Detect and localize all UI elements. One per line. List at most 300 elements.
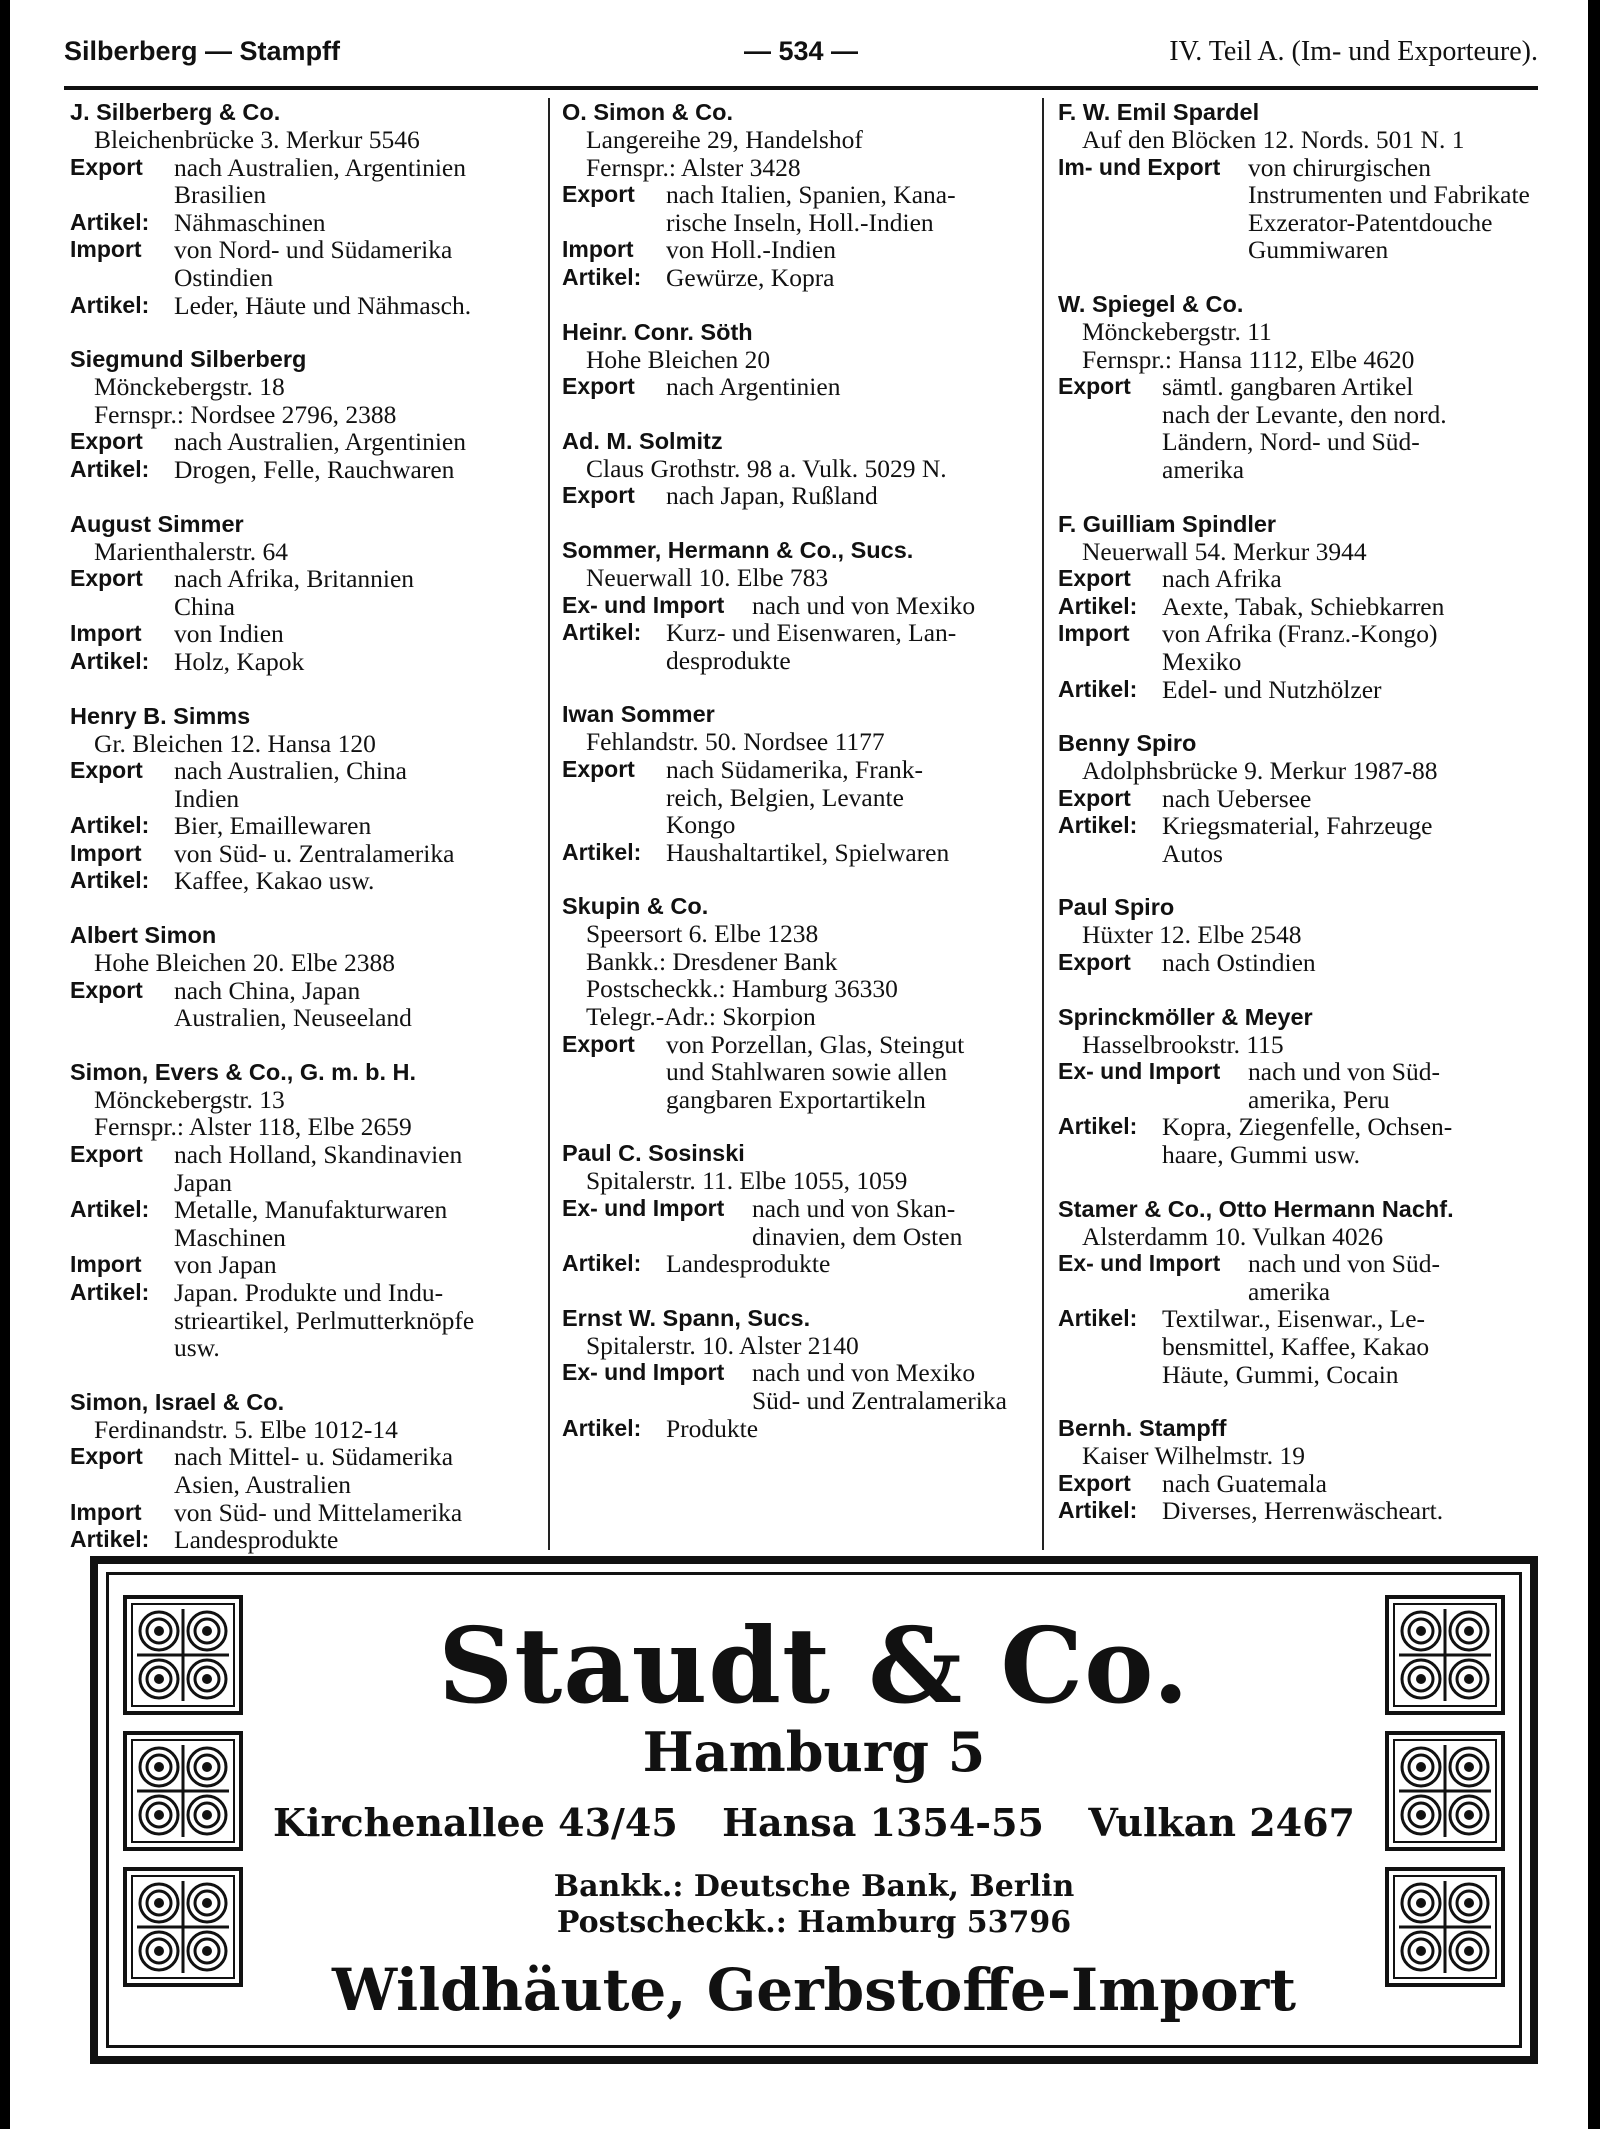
directory-entry: [562, 1304, 1032, 1442]
trade-row: [70, 1279, 538, 1362]
trade-value-line: von Afrika (Franz.-Kongo): [1162, 619, 1438, 649]
trade-value: [1162, 676, 1548, 704]
trade-value-line: Kriegsmaterial, Fahrzeuge: [1162, 811, 1433, 841]
trade-label: Export: [70, 1443, 143, 1470]
directory-entry: [70, 345, 538, 483]
company-name: Sommer, Hermann & Co., Sucs.: [562, 536, 914, 563]
directory-entry: [1058, 510, 1548, 704]
company-name: J. Silberberg & Co.: [70, 99, 281, 125]
spiral-ornament-icon: [1385, 1867, 1505, 1987]
trade-label: Export: [70, 153, 143, 180]
trade-value-line: Leder, Häute und Nähmasch.: [174, 290, 472, 320]
address-line: Neuerwall 54. Merkur 3944: [1082, 536, 1367, 566]
trade-row: [1058, 593, 1548, 621]
trade-value: [174, 1443, 538, 1498]
advertisement-postcheck: Postscheckk.: Hamburg 53796: [556, 1905, 1072, 1940]
advertisement-city: Hamburg 5: [642, 1720, 986, 1784]
trade-label: Import: [70, 1498, 142, 1525]
trade-row: [1058, 1250, 1548, 1305]
trade-value-line: Brasilien: [174, 180, 267, 210]
trade-value-line: nach der Levante, den nord.: [1162, 399, 1447, 429]
trade-value: [1162, 1113, 1548, 1168]
advertisement-bank: [259, 1869, 1369, 1941]
company-name: Ad. M. Solmitz: [562, 427, 723, 454]
trade-label: Ex- und Import: [562, 1195, 725, 1222]
trade-value-line: dinavien, dem Osten: [752, 1221, 963, 1251]
address-line: Alsterdamm 10. Vulkan 4026: [1082, 1221, 1384, 1251]
trade-label: Artikel:: [1058, 1305, 1138, 1332]
trade-label: Import: [70, 236, 142, 263]
page-number: — 534 —: [743, 36, 859, 66]
company-name: Albert Simon: [70, 922, 217, 949]
trade-value-line: Metalle, Manufakturwaren: [174, 1195, 448, 1225]
column-1: [70, 98, 538, 1558]
trade-value: [1162, 373, 1548, 483]
trade-value: [174, 154, 538, 209]
trade-value: [1162, 620, 1548, 675]
trade-value-line: nach Japan, Rußland: [666, 481, 878, 511]
address-line: Hohe Bleichen 20. Elbe 2388: [94, 948, 395, 978]
advertisement-bank-account: Bankk.: Deutsche Bank, Berlin: [553, 1869, 1075, 1904]
trade-row: [562, 373, 1032, 401]
trade-value-line: nach Australien, China: [174, 756, 407, 786]
trade-value-line: nach und von Süd-: [1248, 1249, 1440, 1279]
trade-value: [174, 648, 538, 676]
column-3: [1058, 98, 1548, 1558]
trade-row: [70, 1251, 538, 1279]
trade-value: [1162, 1305, 1548, 1388]
trade-label: Ex- und Import: [1058, 1058, 1221, 1085]
trade-value-line: von chirurgischen: [1248, 152, 1431, 182]
directory-entry: [562, 536, 1032, 674]
trade-value-line: sämtl. gangbaren Artikel: [1162, 372, 1414, 402]
advertisement-goods: Wildhäute, Gerbstoffe-Import: [331, 1956, 1297, 2024]
trade-value-line: reich, Belgien, Levante: [666, 782, 904, 812]
trade-value-line: Häute, Gummi, Cocain: [1162, 1359, 1399, 1389]
address-line: Hasselbrookstr. 115: [1082, 1029, 1284, 1059]
trade-value: [1162, 593, 1548, 621]
trade-row: [70, 428, 538, 456]
address-line: Ferdinandstr. 5. Elbe 1012-14: [94, 1414, 398, 1444]
trade-value-line: nach Australien, Argentinien: [174, 152, 467, 182]
directory-entry: [1058, 98, 1548, 264]
trade-label: Artikel:: [70, 647, 150, 674]
trade-label: Import: [70, 1251, 142, 1278]
company-name: Siegmund Silberberg: [70, 346, 307, 373]
trade-value: [174, 428, 538, 456]
trade-value-line: Kaffee, Kakao usw.: [174, 866, 375, 896]
trade-value-line: Gummiwaren: [1248, 235, 1389, 265]
trade-value-line: Aexte, Tabak, Schiebkarren: [1162, 591, 1445, 621]
trade-row: [562, 756, 1032, 839]
trade-row: [1058, 1470, 1548, 1498]
trade-label: Export: [562, 181, 635, 208]
address-line: Claus Grothstr. 98 a. Vulk. 5029 N.: [586, 453, 947, 483]
trade-row: [562, 236, 1032, 264]
trade-label: Export: [562, 1030, 635, 1057]
address-line: Fehlandstr. 50. Nordsee 1177: [586, 727, 885, 757]
directory-entry: [1058, 729, 1548, 867]
trade-value-line: von Süd- und Mittelamerika: [174, 1497, 463, 1527]
trade-value: [174, 1279, 538, 1362]
trade-value-line: Maschinen: [174, 1222, 286, 1252]
trade-value-line: Instrumenten und Fabrikate: [1248, 180, 1530, 210]
trade-label: Export: [562, 373, 635, 400]
spiral-ornament-icon: [123, 1731, 243, 1851]
trade-row: [562, 619, 1032, 674]
trade-row: [70, 565, 538, 620]
trade-row: [70, 1196, 538, 1251]
trade-row: [1058, 785, 1548, 813]
trade-value-line: Holz, Kapok: [174, 646, 305, 676]
trade-row: [70, 620, 538, 648]
trade-label: Artikel:: [70, 455, 150, 482]
address-line: Spitalerstr. 10. Alster 2140: [586, 1330, 859, 1360]
address-line: Langereihe 29, Handelshof: [586, 125, 863, 154]
company-name: Paul Spiro: [1058, 894, 1175, 921]
trade-row: [70, 456, 538, 484]
trade-value-line: Edel- und Nutzhölzer: [1162, 674, 1382, 704]
address-line: Bankk.: Dresdener Bank: [586, 946, 838, 976]
trade-value: [174, 620, 538, 648]
trade-value: [174, 565, 538, 620]
company-name: Benny Spiro: [1058, 730, 1197, 757]
trade-value-line: Mexiko: [1162, 646, 1242, 676]
address-line: Mönckebergstr. 18: [94, 372, 285, 402]
directory-entry: [1058, 1003, 1548, 1169]
trade-value: [174, 1526, 538, 1554]
trade-row: [70, 840, 538, 868]
trade-label: Artikel:: [70, 867, 150, 894]
directory-entry: [562, 1139, 1032, 1277]
company-name: F. Guilliam Spindler: [1058, 510, 1277, 537]
trade-value: [174, 867, 538, 895]
trade-value: [174, 1499, 538, 1527]
trade-value: [174, 456, 538, 484]
trade-value: [174, 1141, 538, 1196]
trade-label: Ex- und Import: [562, 1359, 725, 1386]
trade-value: [174, 1196, 538, 1251]
trade-value: [1162, 812, 1548, 867]
trade-value-line: amerika: [1248, 1276, 1331, 1306]
trade-value-line: Süd- und Zentralamerika: [752, 1386, 1007, 1415]
directory-entry: [562, 98, 1032, 292]
trade-value: [666, 264, 1032, 292]
trade-value: [1248, 154, 1548, 264]
ornament-column-right: [1385, 1595, 1505, 2003]
directory-entry: [70, 510, 538, 676]
trade-label: Artikel:: [70, 1526, 150, 1553]
trade-value-line: rische Inseln, Holl.-Indien: [666, 207, 934, 237]
trade-label: Export: [1058, 373, 1131, 400]
advertisement-address: Kirchenallee 43/45: [273, 1800, 678, 1845]
company-name: Skupin & Co.: [562, 893, 709, 920]
company-name: Paul C. Sosinski: [562, 1140, 745, 1167]
directory-page: [10, 0, 1588, 2129]
trade-row: [1058, 812, 1548, 867]
trade-row: [70, 867, 538, 895]
trade-value-line: strieartikel, Perlmutterknöpfe: [174, 1305, 475, 1335]
advertisement-address-line: [259, 1799, 1369, 1847]
address-line: Hüxter 12. Elbe 2548: [1082, 920, 1302, 950]
directory-entry: [70, 1388, 538, 1554]
trade-label: Import: [1058, 620, 1130, 647]
trade-label: Export: [562, 755, 635, 782]
trade-value-line: von Porzellan, Glas, Steingut: [666, 1029, 965, 1059]
trade-value: [666, 1415, 1032, 1443]
trade-label: Export: [1058, 1469, 1131, 1496]
company-name: August Simmer: [70, 510, 244, 537]
company-name: O. Simon & Co.: [562, 99, 734, 125]
company-name: Simon, Israel & Co.: [70, 1388, 285, 1415]
trade-label: Artikel:: [70, 291, 150, 318]
advertisement-phone-hansa: Hansa 1354-55: [722, 1800, 1044, 1845]
trade-label: Artikel:: [562, 263, 642, 290]
address-line: Mönckebergstr. 13: [94, 1084, 285, 1114]
spiral-ornament-icon: [1385, 1731, 1505, 1851]
directory-entry: [562, 318, 1032, 401]
ornament-column-left: [123, 1595, 243, 2003]
trade-value-line: Asien, Australien: [174, 1469, 352, 1499]
trade-label: Export: [70, 565, 143, 592]
trade-value: [752, 1195, 1032, 1250]
trade-label: Artikel:: [562, 619, 642, 646]
trade-value-line: Australien, Neuseeland: [174, 1003, 412, 1033]
address-line: Neuerwall 10. Elbe 783: [586, 562, 829, 592]
trade-row: [70, 1141, 538, 1196]
trade-label: Export: [70, 428, 143, 455]
trade-value: [174, 236, 538, 291]
trade-value-line: Ländern, Nord- und Süd-: [1162, 427, 1420, 457]
trade-label: Artikel:: [562, 1414, 642, 1441]
advertisement-frame: [106, 1572, 1522, 2048]
trade-value: [1162, 785, 1548, 813]
trade-value-line: usw.: [174, 1333, 220, 1363]
trade-value-line: gangbaren Exportartikeln: [666, 1084, 926, 1114]
trade-value-line: Exzerator-Patentdouche: [1248, 207, 1493, 237]
trade-value: [666, 1031, 1032, 1114]
directory-entry: [70, 1058, 538, 1362]
directory-entry: [70, 702, 538, 896]
spiral-ornament-icon: [1385, 1595, 1505, 1715]
trade-value-line: Kongo: [666, 810, 736, 840]
trade-value: [666, 181, 1032, 236]
trade-label: Artikel:: [1058, 1497, 1138, 1524]
trade-value-line: Japan: [174, 1167, 233, 1197]
trade-value-line: Landesprodukte: [666, 1249, 831, 1279]
directory-entry: [1058, 1414, 1548, 1525]
trade-value-line: von Indien: [174, 619, 284, 649]
trade-label: Export: [70, 1141, 143, 1168]
company-name: Sprinckmöller & Meyer: [1058, 1003, 1313, 1030]
trade-label: Import: [562, 236, 634, 263]
trade-value-line: nach und von Mexiko: [752, 1358, 976, 1388]
trade-label: Artikel:: [1058, 592, 1138, 619]
trade-row: [562, 1250, 1032, 1278]
trade-label: Artikel:: [1058, 675, 1138, 702]
trade-value: [1248, 1058, 1548, 1113]
trade-value-line: amerika: [1162, 454, 1245, 484]
trade-value-line: nach und von Süd-: [1248, 1057, 1440, 1087]
trade-value-line: Produkte: [666, 1413, 759, 1443]
trade-value-line: nach China, Japan: [174, 975, 361, 1005]
company-name: Iwan Sommer: [562, 701, 715, 728]
trade-label: Export: [70, 757, 143, 784]
trade-label: Import: [70, 620, 142, 647]
column-divider: [548, 98, 550, 1550]
trade-label: Import: [70, 839, 142, 866]
trade-value: [174, 812, 538, 840]
trade-value-line: von Nord- und Südamerika: [174, 235, 453, 265]
trade-label: Export: [1058, 949, 1131, 976]
trade-value-line: Ostindien: [174, 262, 274, 292]
address-line: Hohe Bleichen 20: [586, 344, 771, 374]
trade-row: [70, 757, 538, 812]
trade-value: [666, 373, 1032, 401]
trade-value-line: Nähmaschinen: [174, 207, 326, 237]
trade-value-line: desprodukte: [666, 645, 791, 675]
trade-row: [562, 1415, 1032, 1443]
trade-row: [562, 1195, 1032, 1250]
trade-value: [666, 756, 1032, 839]
directory-entry: [1058, 893, 1548, 976]
trade-label: Artikel:: [1058, 812, 1138, 839]
trade-value-line: bensmittel, Kaffee, Kakao: [1162, 1332, 1430, 1361]
trade-row: [70, 648, 538, 676]
section-title: IV. Teil A. (Im- und Exporteure).: [1169, 36, 1538, 67]
trade-row: [1058, 1305, 1548, 1388]
trade-row: [1058, 1113, 1548, 1168]
trade-row: [70, 1499, 538, 1527]
trade-row: [1058, 1058, 1548, 1113]
address-line: Fernspr.: Alster 118, Elbe 2659: [94, 1112, 412, 1142]
trade-value-line: nach Afrika, Britannien: [174, 564, 415, 594]
trade-row: [70, 1443, 538, 1498]
trade-value: [666, 236, 1032, 264]
address-line: Spitalerstr. 11. Elbe 1055, 1059: [586, 1166, 908, 1196]
trade-value-line: Gewürze, Kopra: [666, 262, 835, 292]
trade-value-line: nach Australien, Argentinien: [174, 427, 467, 457]
trade-row: [562, 264, 1032, 292]
trade-value-line: Indien: [174, 783, 240, 813]
trade-value-line: Kurz- und Eisenwaren, Lan-: [666, 618, 957, 648]
trade-value: [1162, 949, 1548, 977]
trade-value-line: nach Guatemala: [1162, 1468, 1327, 1498]
trade-value-line: nach Holland, Skandinavien: [174, 1140, 463, 1170]
directory-entry: [70, 98, 538, 319]
trade-value: [174, 292, 538, 320]
trade-value: [752, 592, 1032, 620]
trade-value: [1162, 1470, 1548, 1498]
trade-label: Artikel:: [562, 838, 642, 865]
trade-value-line: haare, Gummi usw.: [1162, 1140, 1361, 1170]
trade-value-line: Bier, Emaillewaren: [174, 811, 372, 841]
trade-value-line: amerika, Peru: [1248, 1084, 1390, 1114]
trade-value-line: Drogen, Felle, Rauchwaren: [174, 454, 455, 484]
trade-label: Ex- und Import: [562, 591, 725, 618]
trade-value: [1162, 1497, 1548, 1525]
trade-label: Im- und Export: [1058, 153, 1221, 180]
directory-entry: [70, 921, 538, 1032]
trade-value-line: Landesprodukte: [174, 1525, 339, 1555]
trade-value-line: nach Italien, Spanien, Kana-: [666, 180, 956, 210]
company-name: Heinr. Conr. Söth: [562, 318, 753, 345]
trade-label: Artikel:: [70, 812, 150, 839]
trade-row: [1058, 154, 1548, 264]
trade-row: [1058, 565, 1548, 593]
address-line: Fernspr.: Alster 3428: [586, 152, 801, 182]
page-header: [64, 28, 1538, 90]
company-name: Bernh. Stampff: [1058, 1415, 1227, 1442]
directory-entry: [562, 427, 1032, 510]
trade-label: Artikel:: [70, 1196, 150, 1223]
trade-value: [174, 757, 538, 812]
trade-row: [562, 592, 1032, 620]
trade-value-line: nach Argentinien: [666, 372, 841, 402]
directory-entry: [562, 892, 1032, 1113]
trade-value-line: und Stahlwaren sowie allen: [666, 1057, 948, 1087]
address-line: Fernspr.: Hansa 1112, Elbe 4620: [1082, 344, 1415, 374]
trade-row: [1058, 676, 1548, 704]
trade-label: Export: [562, 482, 635, 509]
trade-label: Artikel:: [562, 1250, 642, 1277]
trade-row: [562, 482, 1032, 510]
trade-value: [174, 840, 538, 868]
trade-row: [70, 1526, 538, 1554]
trade-row: [70, 154, 538, 209]
trade-value-line: Diverses, Herrenwäscheart.: [1162, 1496, 1444, 1526]
trade-value-line: nach Mittel- u. Südamerika: [174, 1442, 454, 1472]
trade-value-line: Japan. Produkte und Indu-: [174, 1278, 444, 1307]
trade-value-line: Textilwar., Eisenwar., Le-: [1162, 1304, 1426, 1334]
trade-value-line: nach Ostindien: [1162, 948, 1316, 978]
trade-value: [666, 839, 1032, 867]
trade-row: [70, 812, 538, 840]
trade-row: [70, 209, 538, 237]
trade-value: [752, 1359, 1032, 1414]
address-line: Fernspr.: Nordsee 2796, 2388: [94, 399, 397, 429]
company-name: Ernst W. Spann, Sucs.: [562, 1304, 811, 1331]
directory-entry: [562, 700, 1032, 866]
trade-row: [70, 977, 538, 1032]
column-divider: [1042, 98, 1044, 1550]
trade-row: [70, 292, 538, 320]
trade-value-line: von Japan: [174, 1250, 277, 1280]
trade-value: [666, 619, 1032, 674]
trade-value: [174, 1251, 538, 1279]
trade-row: [1058, 949, 1548, 977]
trade-row: [1058, 620, 1548, 675]
advertisement-text: [259, 1575, 1369, 2025]
advertisement-company: Staudt & Co.: [438, 1604, 1190, 1727]
trade-row: [562, 181, 1032, 236]
company-name: W. Spiegel & Co.: [1058, 290, 1244, 317]
header-range: Silberberg — Stampff: [64, 36, 341, 66]
spiral-ornament-icon: [123, 1595, 243, 1715]
trade-value-line: nach Uebersee: [1162, 783, 1312, 813]
company-name: F. W. Emil Spardel: [1058, 99, 1260, 125]
advertisement: [90, 1556, 1538, 2064]
address-line: Bleichenbrücke 3. Merkur 5546: [94, 125, 420, 154]
address-line: Telegr.-Adr.: Skorpion: [586, 1002, 816, 1032]
trade-value-line: nach Afrika: [1162, 564, 1282, 594]
spiral-ornament-icon: [123, 1867, 243, 1987]
trade-label: Artikel:: [70, 208, 150, 235]
trade-label: Export: [1058, 784, 1131, 811]
trade-row: [562, 1031, 1032, 1114]
trade-value-line: China: [174, 591, 235, 621]
address-line: Gr. Bleichen 12. Hansa 120: [94, 728, 376, 758]
